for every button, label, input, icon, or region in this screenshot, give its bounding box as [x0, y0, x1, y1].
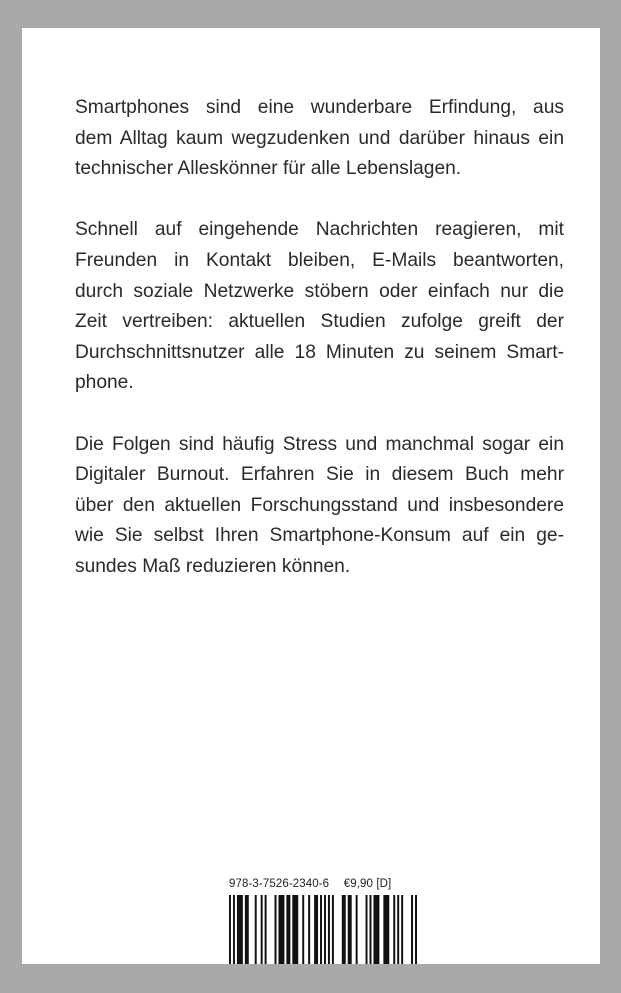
blurb-line: technischer Alleskönner für alle Lebenslagen. [75, 158, 462, 180]
barcode-bar [324, 895, 326, 964]
blurb-line: Schnell auf eingehende Nachrichten reagieren, mit [75, 219, 564, 241]
blurb-paragraph-2 [75, 215, 564, 399]
barcode-bar [314, 895, 318, 964]
blurb-paragraph-3 [75, 430, 564, 583]
back-cover-page [22, 28, 600, 964]
barcode-bar [265, 895, 267, 964]
barcode-block [229, 878, 417, 964]
barcode-bar [229, 895, 231, 964]
blurb-line: Smartphones sind eine wunderbare Erfindung, aus [75, 97, 564, 118]
blurb-text [75, 93, 564, 613]
barcode-bar [356, 895, 358, 964]
barcode-bar [286, 895, 290, 964]
blurb-line: Freunden in Kontakt bleiben, E-Mails beantworten, [75, 249, 564, 271]
blurb-line: Zeit vertreiben: aktuellen Studien zufolge greift der [75, 311, 564, 333]
barcode-bar [261, 895, 263, 964]
barcode-bar [292, 895, 298, 964]
blurb-paragraph-1 [75, 93, 564, 185]
barcode-bar [320, 895, 322, 964]
barcode-bar [411, 895, 413, 964]
barcode-bar [245, 895, 249, 964]
barcode-bar [332, 895, 334, 964]
barcode-bar [373, 895, 379, 964]
blurb-line: Die Folgen sind häufig Stress und manchmal sogar ein [75, 433, 564, 455]
blurb-line: wie Sie selbst Ihren Smartphone-Konsum auf ein ge- [75, 525, 564, 547]
barcode-bar [237, 895, 243, 964]
barcode-bar [401, 895, 403, 964]
blurb-line: über den aktuellen Forschungsstand und insbesondere [75, 494, 564, 516]
isbn-number: 978-3-7526-2340-6 [229, 878, 330, 890]
blurb-line: phone. [75, 372, 134, 394]
barcode-bar [370, 895, 372, 964]
barcode-caption [229, 878, 417, 890]
barcode-bar [393, 895, 395, 964]
blurb-line: dem Alltag kaum wegzudenken und darüber hinaus ein [75, 127, 564, 149]
barcode-bar [383, 895, 389, 964]
blurb-line: Digitaler Burnout. Erfahren Sie in diesem Buch mehr [75, 464, 564, 486]
barcode-bar [342, 895, 346, 964]
barcode-bar [308, 895, 310, 964]
barcode-bar [366, 895, 368, 964]
barcode-bar [397, 895, 399, 964]
barcode-bar [275, 895, 277, 964]
blurb-line: sundes Maß reduzieren können. [75, 555, 351, 577]
barcode-bar [302, 895, 304, 964]
blurb-line: durch soziale Netzwerke stöbern oder einfach nur die [75, 280, 564, 302]
barcode-bar [255, 895, 257, 964]
barcode-bar [278, 895, 284, 964]
blurb-line: Durchschnittsnutzer alle 18 Minuten zu seinem Smart- [75, 341, 564, 363]
barcode-image [229, 895, 417, 964]
barcode-bar [328, 895, 330, 964]
barcode-bar [348, 895, 352, 964]
barcode-bar [233, 895, 235, 964]
barcode-bar [415, 895, 417, 964]
price-label: €9,90 [D] [343, 878, 392, 890]
